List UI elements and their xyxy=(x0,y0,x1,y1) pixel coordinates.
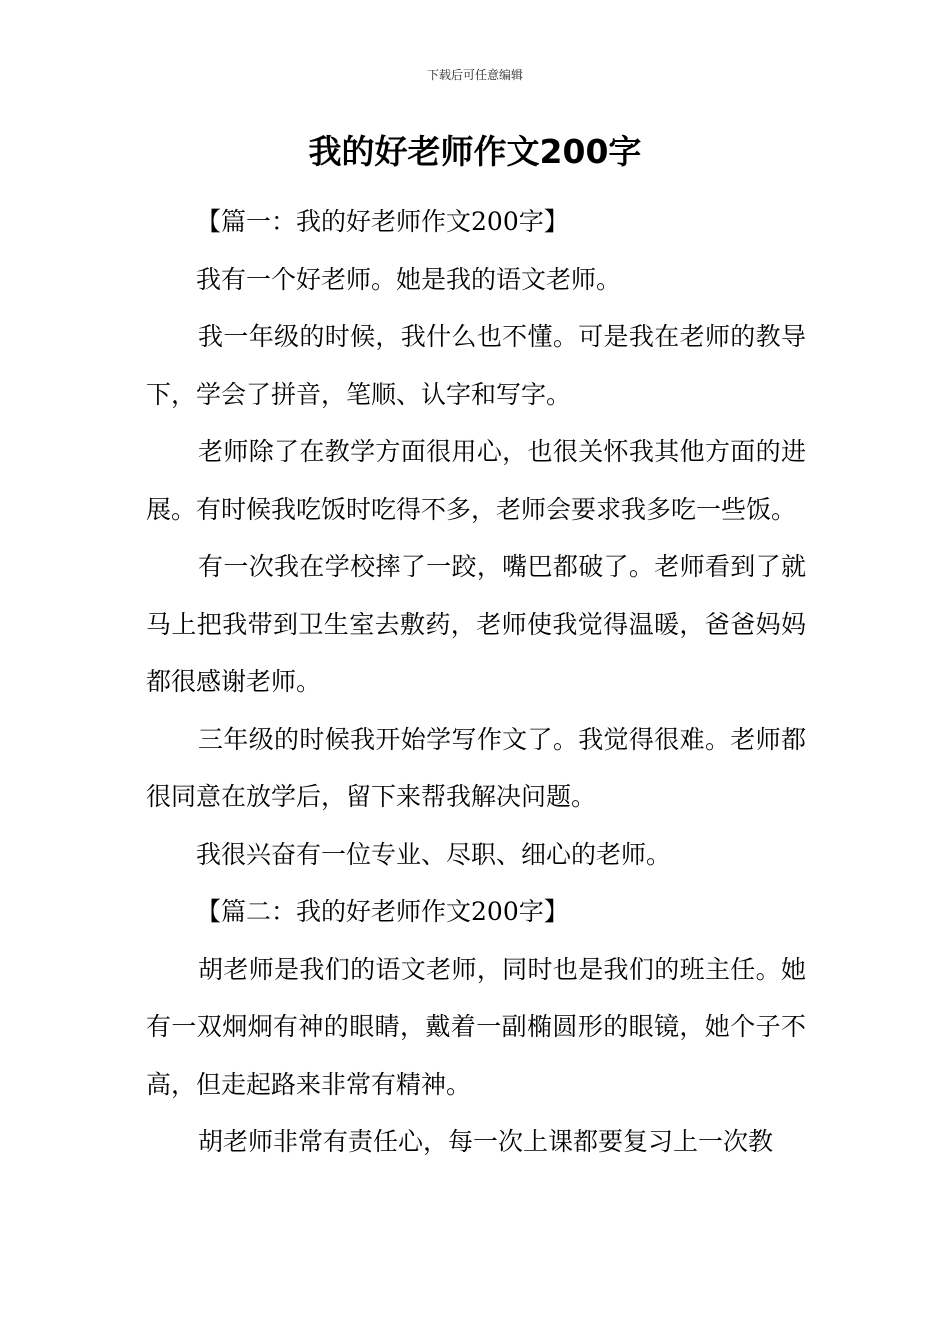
paragraph: 有一次我在学校摔了一跤，嘴巴都破了。老师看到了就马上把我带到卫生室去敷药，老师使我觉得温暖，爸爸妈妈都很感谢老师。 xyxy=(146,552,806,696)
paragraph: 三年级的时候我开始学写作文了。我觉得很难。老师都很同意在放学后，留下来帮我解决问题。 xyxy=(146,724,806,811)
document-title: 我的好老师作文200字 xyxy=(308,132,642,171)
paragraph: 我很兴奋有一位专业、尽职、细心的老师。 xyxy=(196,839,672,869)
section-heading-2: 【篇二：我的好老师作文200字】 xyxy=(196,897,569,926)
paragraph: 胡老师非常有责任心，每一次上课都要复习上一次教 xyxy=(198,1127,774,1156)
paragraph: 我一年级的时候，我什么也不懂。可是我在老师的教导下，学会了拼音，笔顺、认字和写字。 xyxy=(146,322,806,409)
header-note: 下载后可任意编辑 xyxy=(426,68,523,82)
paragraph: 我有一个好老师。她是我的语文老师。 xyxy=(196,264,622,294)
section-heading-1: 【篇一：我的好老师作文200字】 xyxy=(196,207,569,236)
paragraph: 胡老师是我们的语文老师，同时也是我们的班主任。她有一双炯炯有神的眼睛，戴着一副椭圆形的眼镜，她个子不高，但走起路来非常有精神。 xyxy=(146,954,806,1099)
article-body xyxy=(146,193,806,1171)
paragraph: 老师除了在教学方面很用心，也很关怀我其他方面的进展。有时候我吃饭时吃得不多，老师会要求我多吃一些饭。 xyxy=(146,437,806,524)
